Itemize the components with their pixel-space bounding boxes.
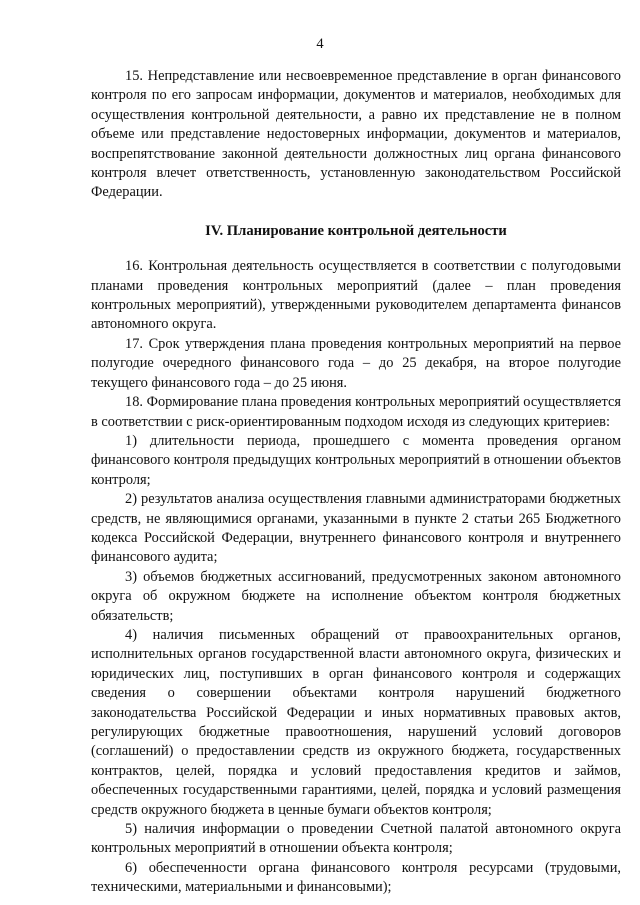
document-body (91, 67, 621, 898)
criterion-2: 2) результатов анализа осуществления главными администраторами бюджетных средств, не являющимися органами, указанными в пункте 2 статьи 265 Бюджетного кодекса Российской Федерации, внутреннего финансового контроля и внутреннего финансового аудита; (91, 491, 621, 566)
section-heading: IV. Планирование контрольной деятельности (205, 222, 507, 239)
paragraph-17: 17. Срок утверждения плана проведения контрольных мероприятий на первое полугодие очередного финансового года – до 25 декабря, на второе полугодие текущего финансового года – до 25 июня. (91, 335, 621, 391)
paragraph-15: 15. Непредставление или несвоевременное представление в орган финансового контроля по его запросам информации, документов и материалов, необходимых для осуществления контрольной деятельности, а равно их представление не в полном объеме или представление недостоверных информации, документов и материалов, воспрепятствование законной деятельности должностных лиц органа финансового контроля влечет ответственность, установленную законодательством Российской Федерации. (91, 68, 621, 201)
criterion-6: 6) обеспеченности органа финансового контроля ресурсами (трудовыми, техническими, материальными и финансовыми); (91, 859, 621, 896)
paragraph-18: 18. Формирование плана проведения контрольных мероприятий осуществляется в соответствии с риск-ориентированным подходом исходя из следующих критериев: (91, 394, 621, 430)
page-number: 4 (316, 36, 324, 52)
criterion-1: 1) длительности периода, прошедшего с момента проведения органом финансового контроля предыдущих контрольных мероприятий в отношении объектов контроля; (91, 432, 621, 488)
paragraph-16: 16. Контрольная деятельность осуществляется в соответствии с полугодовыми планами проведения контрольных мероприятий (далее – план проведения контрольных мероприятий), утвержденными руководителем департамента финансов автономного округа. (91, 258, 621, 333)
criterion-4: 4) наличия письменных обращений от правоохранительных органов, исполнительных органов государственной власти автономного округа, физических и юридических лиц, поступивших в орган финансового контроля и содержащих сведения о совершении объектами контроля нарушений бюджетного законодательства Российской Федерации и иных нормативных правовых актов, регулирующих бюджетные правоотношения, нарушений условий договоров (соглашений) о предоставлении средств из окружного бюджета, государственных контрактов, целей, порядка и условий предоставления кредитов и займов, обеспеченных государственными гарантиями, целей, порядка и условий размещения средств окружного бюджета в ценные бумаги объектов контроля; (91, 626, 621, 818)
criterion-5: 5) наличия информации о проведении Счетной палатой автономного округа контрольных мероприятий в отношении объекта контроля; (91, 821, 621, 857)
criterion-3: 3) объемов бюджетных ассигнований, предусмотренных законом автономного округа об окружном бюджете на исполнение объектом контроля бюджетных обязательств; (91, 568, 621, 624)
